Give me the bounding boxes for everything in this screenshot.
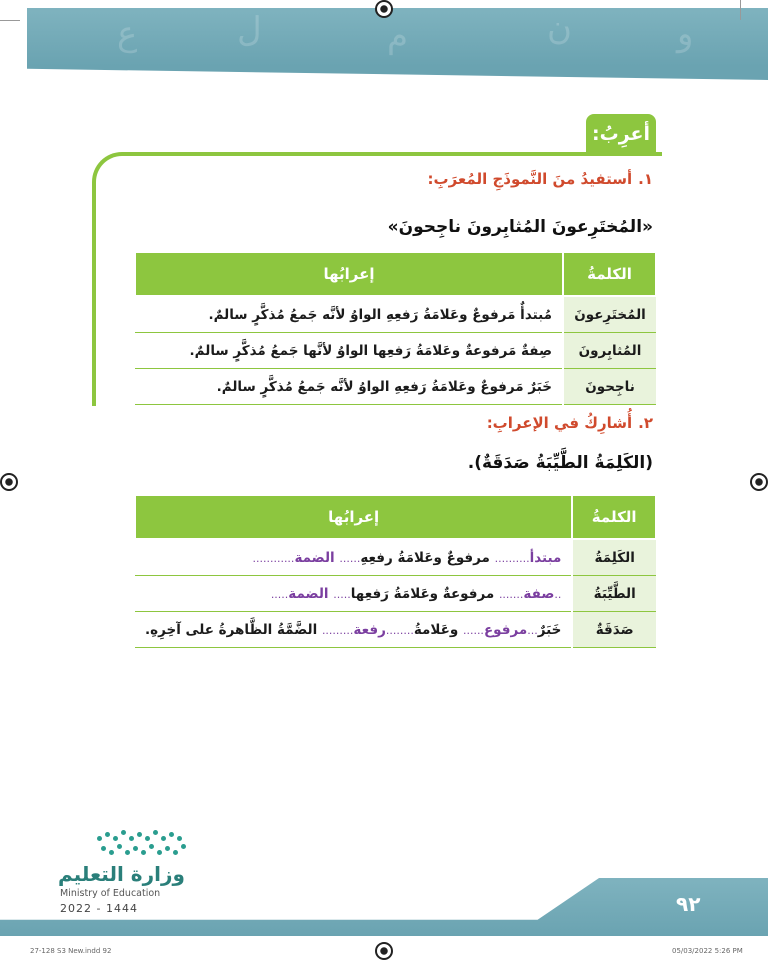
ministry-name-english: Ministry of Education [60,888,161,899]
crop-mark [740,0,741,20]
table-row [135,369,656,405]
irab-cell: خَبَرٌ مَرفوعٌ وعَلامَةُ رَفعِهِ الواوُ لأنَّه جَمعُ مُذكَّرٍ سالمٌ. [135,369,563,405]
decor-letter: م [387,16,409,56]
irab-text: مرفوعٌ وعَلامَةُ رفعِهِ [360,549,490,566]
answer-fill: الضمة [288,585,329,602]
blank-dots: ........ [385,623,414,637]
ministry-logo-icon [95,826,187,866]
crop-mark [0,20,20,21]
question-2-number: ٢. [638,414,653,432]
edition-year: 2022 - 1444 [60,902,138,915]
blank-dots: .......... [494,551,530,565]
question-1-title: أستفيدُ منَ النَّموذَجِ المُعرَبِ: [427,170,633,188]
registration-mark-icon [375,0,393,18]
irab-text: مرفوعةٌ وعَلامَةُ رَفعِها [350,585,495,602]
irab-text: الضَّمَّةُ الظَّاهرةُ على آخِرِهِ. [145,621,318,638]
word-cell: صَدَقَةٌ [572,612,656,648]
blank-dots: ..... [333,587,351,601]
blank-dots: ......... [321,623,354,637]
answer-fill: الضمة [294,549,335,566]
table-row [135,333,656,369]
banner-curve [27,66,768,80]
question-2 [487,414,653,432]
question-1 [428,170,653,188]
irab-cell [135,576,572,612]
table-row [135,539,656,576]
table-row [135,296,656,333]
section-frame-edge [650,152,662,156]
registration-mark-icon [375,942,393,960]
word-cell: ناجِحونَ [563,369,656,405]
word-cell: الطَّيِّبَةُ [572,576,656,612]
answer-fill: صفة [523,585,555,602]
irab-cell [135,612,572,648]
irab-cell: مُبتدأٌ مَرفوعٌ وعَلامَةُ رَفعِهِ الواوُ لأنَّه جَمعُ مُذكَّرٍ سالمٌ. [135,296,563,333]
irab-table-1 [134,251,657,405]
decor-letter: ع [117,14,138,54]
blank-dots: ...... [339,551,361,565]
ministry-name-arabic: وزارة التعليم [58,862,185,886]
header-word: الكلمةُ [572,495,656,539]
decor-letter: و [677,14,694,54]
print-slug-file: 27-128 S3 New.indd 92 [30,947,112,955]
blank-dots: ............ [252,551,295,565]
question-2-title: أُشارِكُ في الإعرابِ: [486,414,633,432]
registration-mark-icon [0,473,18,491]
blank-dots: .. [554,587,562,601]
example-sentence-2: (الكَلِمَةُ الطَّيِّبَةُ صَدَقَةٌ). [467,453,653,473]
page-number: ٩٢ [676,892,701,916]
top-banner [27,8,768,66]
blank-dots: ....... [498,587,524,601]
section-tag: أعرِبُ: [586,114,656,154]
irab-cell [135,539,572,576]
irab-table-2 [134,494,657,648]
header-irab: إعرابُها [135,495,572,539]
irab-text: خَبَرٌ [537,621,562,638]
irab-text: وعَلامةُ [413,621,459,638]
answer-fill: مرفوع [483,621,528,638]
word-cell: المُختَرِعونَ [563,296,656,333]
answer-fill: رفعة [353,621,386,638]
blank-dots: ..... [270,587,289,601]
print-slug-date: 05/03/2022 5:26 PM [672,947,743,955]
table-header-row [135,495,656,539]
registration-mark-icon [750,473,768,491]
word-cell: الكَلِمَةُ [572,539,656,576]
word-cell: المُثابِرونَ [563,333,656,369]
blank-dots: ...... [462,623,484,637]
table-row [135,612,656,648]
irab-cell: صِفةٌ مَرفوعةٌ وعَلامَةُ رَفعِها الواوُ لأنَّها جَمعُ مُذكَّرٍ سالمٌ. [135,333,563,369]
example-sentence-1: «المُختَرِعونَ المُثابِرونَ ناجِحونَ» [387,217,653,237]
decor-letter: ل [237,10,262,50]
table-header-row [135,252,656,296]
answer-fill: مبتدأ [529,549,562,566]
header-irab: إعرابُها [135,252,563,296]
blank-dots: ... [527,623,538,637]
table-row [135,576,656,612]
header-word: الكلمةُ [563,252,656,296]
question-1-number: ١. [638,170,653,188]
decor-letter: ن [547,8,572,48]
